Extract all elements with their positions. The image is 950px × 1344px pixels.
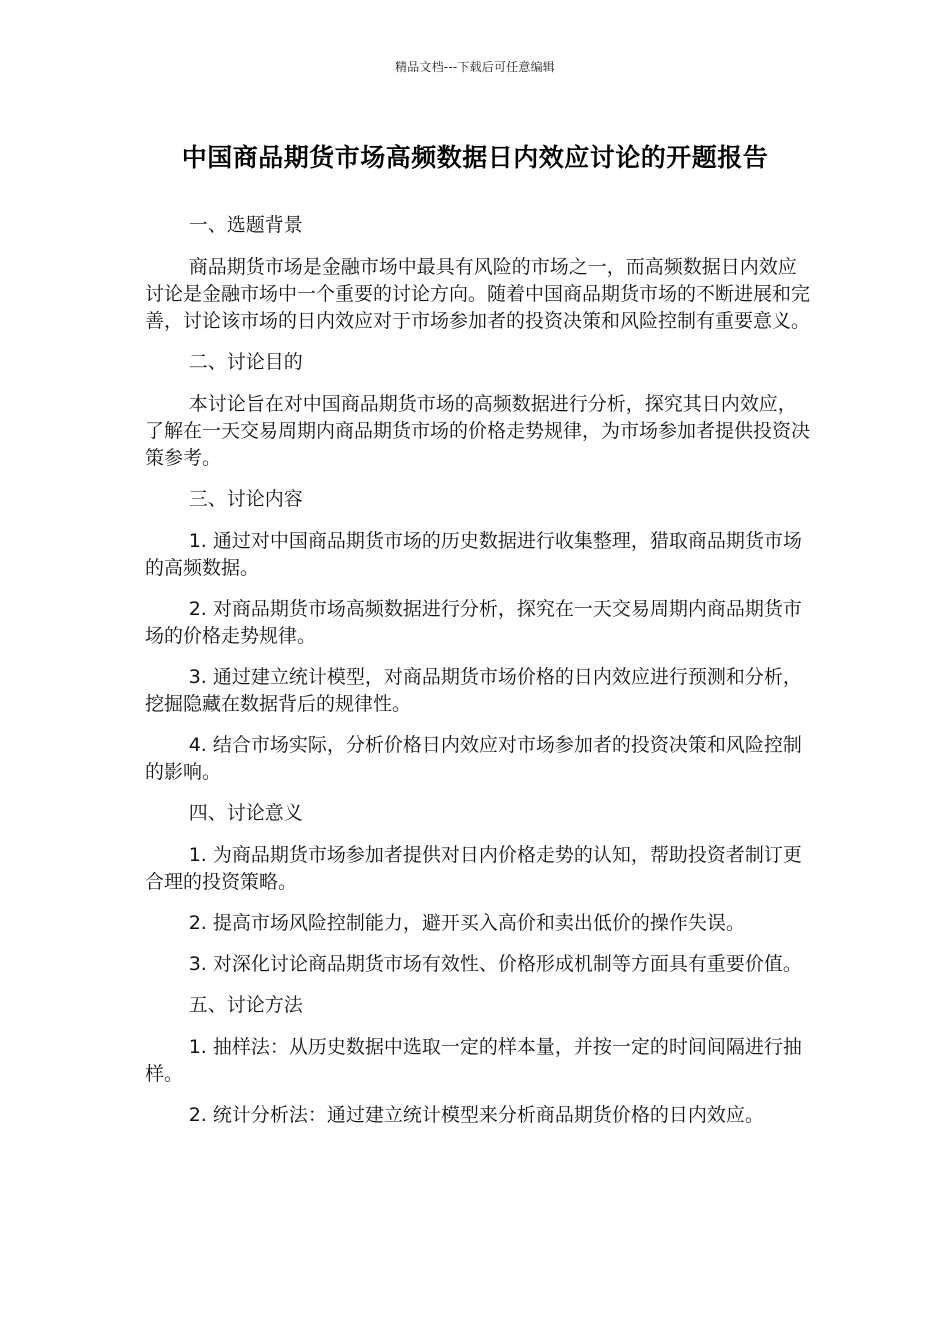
list-item: 1. 抽样法：从历史数据中选取一定的样本量，并按一定的时间间隔进行抽样。 bbox=[145, 1036, 802, 1085]
list-item: 1. 通过对中国商品期货市场的历史数据进行收集整理，猎取商品期货市场的高频数据。 bbox=[145, 530, 802, 579]
document-body bbox=[145, 212, 810, 1143]
document-title: 中国商品期货市场高频数据日内效应讨论的开题报告 bbox=[181, 143, 769, 172]
list-item: 3. 通过建立统计模型，对商品期货市场价格的日内效应进行预测和分析，挖掘隐藏在数据背后的规律性。 bbox=[145, 666, 802, 715]
list-item: 2. 统计分析法：通过建立统计模型来分析商品期货价格的日内效应。 bbox=[188, 1104, 764, 1126]
list-item: 1. 为商品期货市场参加者提供对日内价格走势的认知，帮助投资者制订更合理的投资策略。 bbox=[145, 844, 802, 893]
paragraph: 商品期货市场是金融市场中最具有风险的市场之一，而高频数据日内效应讨论是金融市场中一个重要的讨论方向。随着中国商品期货市场的不断进展和完善，讨论该市场的日内效应对于市场参加者的投资决策和风险控制有重要意义。 bbox=[145, 256, 811, 332]
section-methods bbox=[145, 992, 810, 1129]
section-heading: 一、选题背景 bbox=[188, 214, 303, 236]
list-item: 3. 对深化讨论商品期货市场有效性、价格形成机制等方面具有重要价值。 bbox=[188, 953, 802, 975]
section-heading: 五、讨论方法 bbox=[188, 994, 303, 1016]
list-item: 2. 提高市场风险控制能力，避开买入高价和卖出低价的操作失误。 bbox=[188, 912, 745, 934]
paragraph: 本讨论旨在对中国商品期货市场的高频数据进行分析，探究其日内效应，了解在一天交易周期内商品期货市场的价格走势规律，为市场参加者提供投资决策参考。 bbox=[145, 393, 811, 469]
section-significance bbox=[145, 800, 810, 978]
section-heading: 二、讨论目的 bbox=[188, 351, 303, 373]
section-background bbox=[145, 212, 810, 335]
section-content bbox=[145, 486, 810, 786]
list-item: 2. 对商品期货市场高频数据进行分析，探究在一天交易周期内商品期货市场的价格走势规律。 bbox=[145, 598, 802, 647]
section-heading: 四、讨论意义 bbox=[188, 802, 303, 824]
section-purpose bbox=[145, 349, 810, 472]
list-item: 4. 结合市场实际，分析价格日内效应对市场参加者的投资决策和风险控制的影响。 bbox=[145, 734, 802, 783]
section-heading: 三、讨论内容 bbox=[188, 488, 303, 510]
header-note: 精品文档---下载后可任意编辑 bbox=[395, 60, 555, 74]
